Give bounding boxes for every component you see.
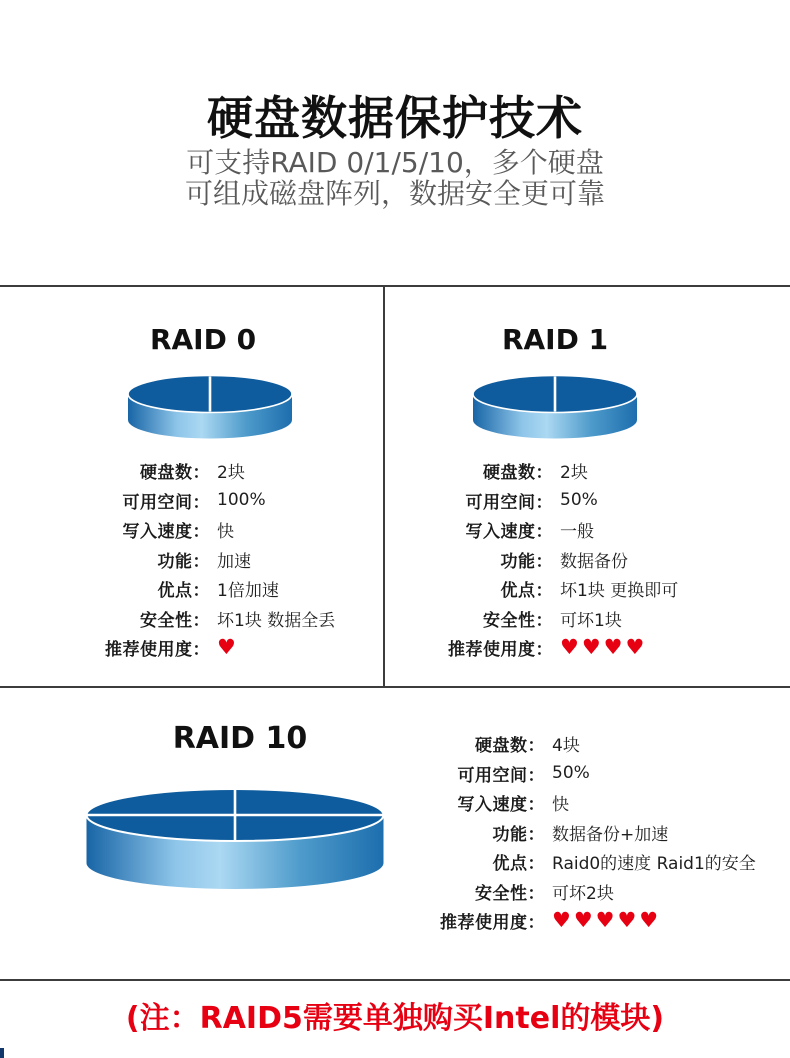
spec-row	[0, 604, 384, 634]
spec-label: 功能：	[500, 551, 553, 572]
heart-icons: ♥♥♥♥♥	[552, 908, 662, 933]
spec-row	[0, 456, 384, 486]
spec-value: 2块	[217, 463, 245, 484]
spec-value: 坏1块 更换即可	[560, 581, 679, 602]
spec-row	[400, 818, 790, 848]
spec-row	[384, 456, 790, 486]
spec-label: 功能：	[492, 824, 545, 845]
spec-value: 2块	[560, 463, 588, 484]
rating-label: 推荐使用度：	[448, 640, 553, 661]
heart-icons: ♥	[217, 635, 239, 660]
disk-cylinder-illustration	[127, 374, 293, 440]
spec-value: 100%	[217, 490, 266, 511]
page-title: 硬盘数据保护技术	[207, 91, 583, 145]
spec-value: 快	[217, 522, 234, 543]
spec-label: 优点：	[157, 581, 210, 602]
spec-label: 硬盘数：	[483, 463, 553, 484]
spec-row	[384, 574, 790, 604]
spec-row	[384, 486, 790, 516]
spec-label: 可用空间：	[465, 492, 553, 513]
rating-row	[0, 633, 384, 663]
spec-row	[400, 847, 790, 877]
spec-label: 优点：	[492, 854, 545, 875]
raid0-card-title: RAID 0	[149, 323, 257, 356]
spec-value: 坏1块 数据全丢	[217, 610, 336, 631]
page-subtitle	[0, 147, 790, 209]
rating-row	[400, 906, 790, 936]
spec-value: 1倍加速	[217, 581, 279, 602]
raid5-note: (注：RAID5需要单独购买Intel的模块)	[125, 1001, 665, 1036]
spec-label: 可用空间：	[457, 765, 545, 786]
spec-value: 50%	[560, 490, 598, 511]
next-section-edge-fragment	[0, 1048, 4, 1058]
spec-row	[0, 574, 384, 604]
subtitle-line-2: 可组成磁盘阵列，数据安全更可靠	[184, 177, 605, 210]
spec-label: 安全性：	[483, 610, 553, 631]
spec-row	[384, 545, 790, 575]
spec-value: 4块	[552, 736, 580, 757]
divider-line-bottom	[0, 979, 790, 981]
raid0-spec-list	[0, 456, 384, 663]
raid1-disk-icon	[472, 374, 638, 440]
disk-cylinder-illustration	[85, 788, 385, 890]
spec-value: 快	[552, 795, 569, 816]
spec-row	[0, 545, 384, 575]
disk-cylinder-illustration	[472, 374, 638, 440]
raid0-card	[0, 287, 384, 686]
spec-row	[0, 486, 384, 516]
spec-value: 可坏1块	[560, 610, 622, 631]
spec-value: 可坏2块	[552, 883, 614, 904]
spec-row	[400, 759, 790, 789]
raid10-card-title: RAID 10	[172, 721, 308, 756]
spec-label: 安全性：	[475, 883, 545, 904]
spec-row	[0, 515, 384, 545]
spec-label: 硬盘数：	[475, 736, 545, 757]
spec-value: 数据备份	[560, 551, 628, 572]
subtitle-line-1: 可支持RAID 0/1/5/10，多个硬盘	[186, 146, 604, 179]
spec-value: 加速	[217, 551, 251, 572]
raid10-disk-icon	[85, 788, 385, 890]
spec-row	[384, 515, 790, 545]
raid10-card	[0, 688, 790, 979]
raid1-card-title: RAID 1	[501, 323, 609, 356]
spec-row	[400, 877, 790, 907]
spec-value: 50%	[552, 763, 590, 784]
rating-row	[384, 633, 790, 663]
spec-label: 可用空间：	[122, 492, 210, 513]
spec-value: 数据备份+加速	[552, 824, 669, 845]
spec-value: 一般	[560, 522, 594, 543]
spec-label: 写入速度：	[465, 522, 553, 543]
spec-label: 优点：	[500, 581, 553, 602]
spec-label: 安全性：	[140, 610, 210, 631]
raid1-card	[384, 287, 790, 686]
spec-label: 写入速度：	[457, 795, 545, 816]
spec-row	[400, 729, 790, 759]
rating-label: 推荐使用度：	[440, 913, 545, 934]
raid10-spec-list	[400, 729, 790, 936]
spec-row	[400, 788, 790, 818]
spec-label: 写入速度：	[122, 522, 210, 543]
heart-icons: ♥♥♥♥	[560, 635, 648, 660]
spec-row	[384, 604, 790, 634]
spec-label: 硬盘数：	[140, 463, 210, 484]
spec-label: 功能：	[157, 551, 210, 572]
rating-label: 推荐使用度：	[105, 640, 210, 661]
raid0-disk-icon	[127, 374, 293, 440]
spec-value: Raid0的速度 Raid1的安全	[552, 854, 756, 875]
raid1-spec-list	[384, 456, 790, 663]
